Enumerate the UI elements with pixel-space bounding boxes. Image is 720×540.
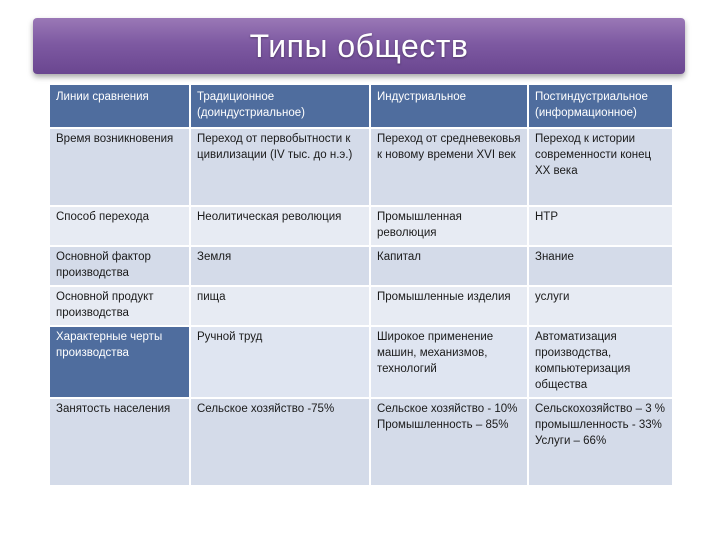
table-cell: Земля bbox=[190, 246, 370, 286]
table-header-row bbox=[49, 84, 673, 128]
row-label: Способ перехода bbox=[49, 206, 190, 246]
row-label: Время возникновения bbox=[49, 128, 190, 206]
table-row bbox=[49, 398, 673, 486]
table-cell: пища bbox=[190, 286, 370, 326]
table-cell: Сельскохозяйство – 3 % промышленность - 33% Услуги – 66% bbox=[528, 398, 673, 486]
title-banner bbox=[33, 18, 685, 74]
row-label: Характерные черты производства bbox=[49, 326, 190, 398]
table-cell: Сельское хозяйство - 10% Промышленность – 85% bbox=[370, 398, 528, 486]
table-cell: Сельское хозяйство -75% bbox=[190, 398, 370, 486]
table-cell: Знание bbox=[528, 246, 673, 286]
table-cell: Промышленные изделия bbox=[370, 286, 528, 326]
table-cell: НТР bbox=[528, 206, 673, 246]
table-cell: Автоматизация производства, компьютеризация общества bbox=[528, 326, 673, 398]
table-cell: Переход от первобытности к цивилизации (IV тыс. до н.э.) bbox=[190, 128, 370, 206]
table-row bbox=[49, 128, 673, 206]
table-cell: Промышленная революция bbox=[370, 206, 528, 246]
header-cell-comparison-lines: Линии сравнения bbox=[49, 84, 190, 128]
header-cell-postindustrial: Постиндустриальное (информационное) bbox=[528, 84, 673, 128]
comparison-table bbox=[48, 83, 674, 487]
row-label: Основной продукт производства bbox=[49, 286, 190, 326]
table-row bbox=[49, 286, 673, 326]
header-cell-traditional: Традиционное (доиндустриальное) bbox=[190, 84, 370, 128]
row-label: Занятость населения bbox=[49, 398, 190, 486]
table-cell: услуги bbox=[528, 286, 673, 326]
table-cell: Капитал bbox=[370, 246, 528, 286]
table-cell: Неолитическая революция bbox=[190, 206, 370, 246]
table-row bbox=[49, 326, 673, 398]
table-cell: Широкое применение машин, механизмов, технологий bbox=[370, 326, 528, 398]
header-cell-industrial: Индустриальное bbox=[370, 84, 528, 128]
table-row bbox=[49, 206, 673, 246]
slide-title: Типы обществ bbox=[249, 27, 469, 64]
table-cell: Переход к истории современности конец XX века bbox=[528, 128, 673, 206]
table-cell: Ручной труд bbox=[190, 326, 370, 398]
row-label: Основной фактор производства bbox=[49, 246, 190, 286]
table-row bbox=[49, 246, 673, 286]
table-cell: Переход от средневековья к новому времени XVI век bbox=[370, 128, 528, 206]
